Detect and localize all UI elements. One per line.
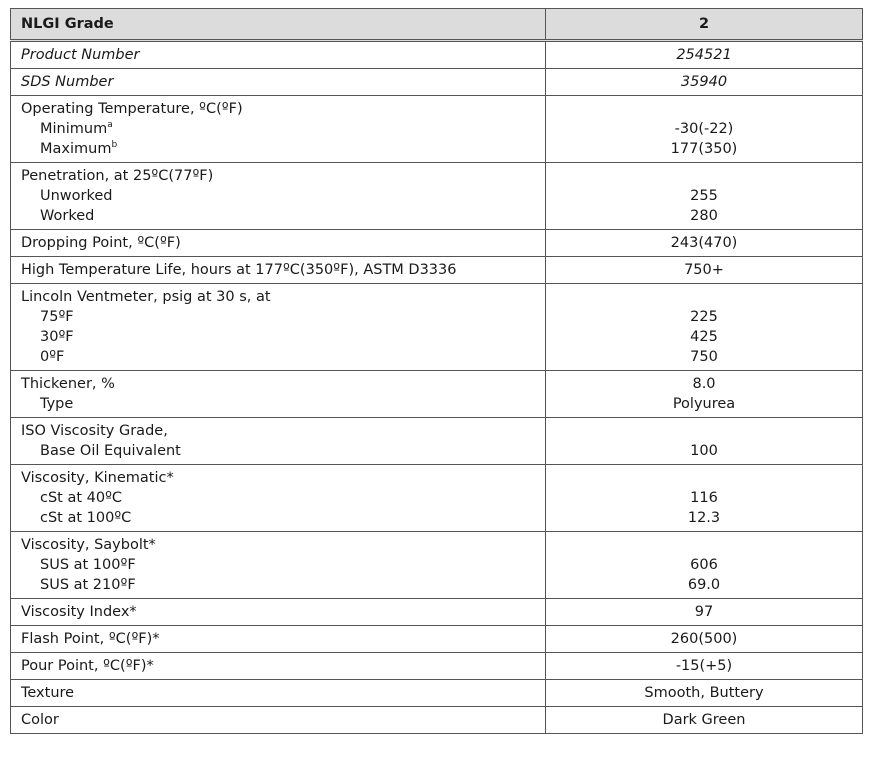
row-value: Polyurea xyxy=(672,396,736,412)
row-label: Pour Point, ºC(ºF)* xyxy=(11,653,546,680)
row-high-temperature-life xyxy=(11,257,863,284)
row-operating-temperature xyxy=(11,96,863,163)
row-value: 12.3 xyxy=(687,510,721,526)
sub-label: Unworked xyxy=(40,188,113,204)
row-value: 177(350) xyxy=(670,141,738,157)
row-product-number xyxy=(11,41,863,69)
row-value: 225 xyxy=(690,309,718,325)
row-value: Dark Green xyxy=(546,707,863,734)
row-value: 280 xyxy=(690,208,718,224)
sub-label-maximum: Maximum$^b$ xyxy=(40,140,118,157)
sub-label: cSt at 100ºC xyxy=(40,510,132,526)
row-value: 97 xyxy=(546,599,863,626)
row-label: Lincoln Ventmeter, psig at 30 s, at xyxy=(21,289,271,305)
row-label: Viscosity, Kinematic* xyxy=(21,470,174,486)
row-value: -30(-22) xyxy=(674,121,734,137)
header-label: NLGI Grade xyxy=(11,9,546,41)
row-value: 750+ xyxy=(546,257,863,284)
sub-label: 0ºF xyxy=(40,349,65,365)
sub-label: Worked xyxy=(40,208,95,224)
row-pour-point xyxy=(11,653,863,680)
sub-label: cSt at 40ºC xyxy=(40,490,123,506)
row-label: Flash Point, ºC(ºF)* xyxy=(11,626,546,653)
footnote-mark-b: b xyxy=(111,140,118,151)
row-texture xyxy=(11,680,863,707)
row-iso-viscosity-grade xyxy=(11,418,863,465)
row-value: 35940 xyxy=(546,69,863,96)
row-label: Viscosity Index* xyxy=(11,599,546,626)
row-lincoln-ventmeter xyxy=(11,284,863,371)
sub-label-minimum: Minimum$^a$ xyxy=(40,120,113,137)
row-value: 260(500) xyxy=(546,626,863,653)
row-label: Color xyxy=(11,707,546,734)
row-label: Viscosity, Saybolt* xyxy=(21,537,156,553)
spec-table xyxy=(10,8,863,734)
row-value: Smooth, Buttery xyxy=(546,680,863,707)
row-sds-number xyxy=(11,69,863,96)
header-row xyxy=(11,9,863,41)
row-value: 254521 xyxy=(546,41,863,69)
row-value: 750 xyxy=(690,349,718,365)
row-label: SDS Number xyxy=(11,69,546,96)
row-penetration xyxy=(11,163,863,230)
row-value: 8.0 xyxy=(692,376,716,392)
row-value: 425 xyxy=(690,329,718,345)
row-value: 69.0 xyxy=(687,577,721,593)
row-value: 606 xyxy=(690,557,718,573)
row-thickener xyxy=(11,371,863,418)
row-viscosity-index xyxy=(11,599,863,626)
row-label: Thickener, % xyxy=(21,376,115,392)
footnote-mark-a: a xyxy=(107,120,113,131)
sub-label: 75ºF xyxy=(40,309,74,325)
sub-label: Base Oil Equivalent xyxy=(40,443,181,459)
row-label: ISO Viscosity Grade, xyxy=(21,423,168,439)
row-viscosity-kinematic xyxy=(11,465,863,532)
header-value: 2 xyxy=(546,9,863,41)
sub-label: SUS at 210ºF xyxy=(40,577,136,593)
row-label: Operating Temperature, ºC(ºF) xyxy=(21,101,243,117)
row-value: 243(470) xyxy=(546,230,863,257)
row-label: Product Number xyxy=(11,41,546,69)
row-value: -15(+5) xyxy=(546,653,863,680)
row-value: 116 xyxy=(690,490,718,506)
row-color xyxy=(11,707,863,734)
row-label: Penetration, at 25ºC(77ºF) xyxy=(21,168,214,184)
row-flash-point xyxy=(11,626,863,653)
sub-label: SUS at 100ºF xyxy=(40,557,136,573)
row-label: Dropping Point, ºC(ºF) xyxy=(11,230,546,257)
row-label: High Temperature Life, hours at 177ºC(350ºF), ASTM D3336 xyxy=(11,257,546,284)
row-dropping-point xyxy=(11,230,863,257)
row-value: 255 xyxy=(690,188,718,204)
row-value: 100 xyxy=(690,443,718,459)
sub-label: Type xyxy=(40,396,74,412)
row-label: Texture xyxy=(11,680,546,707)
sub-label: 30ºF xyxy=(40,329,74,345)
row-viscosity-saybolt xyxy=(11,532,863,599)
